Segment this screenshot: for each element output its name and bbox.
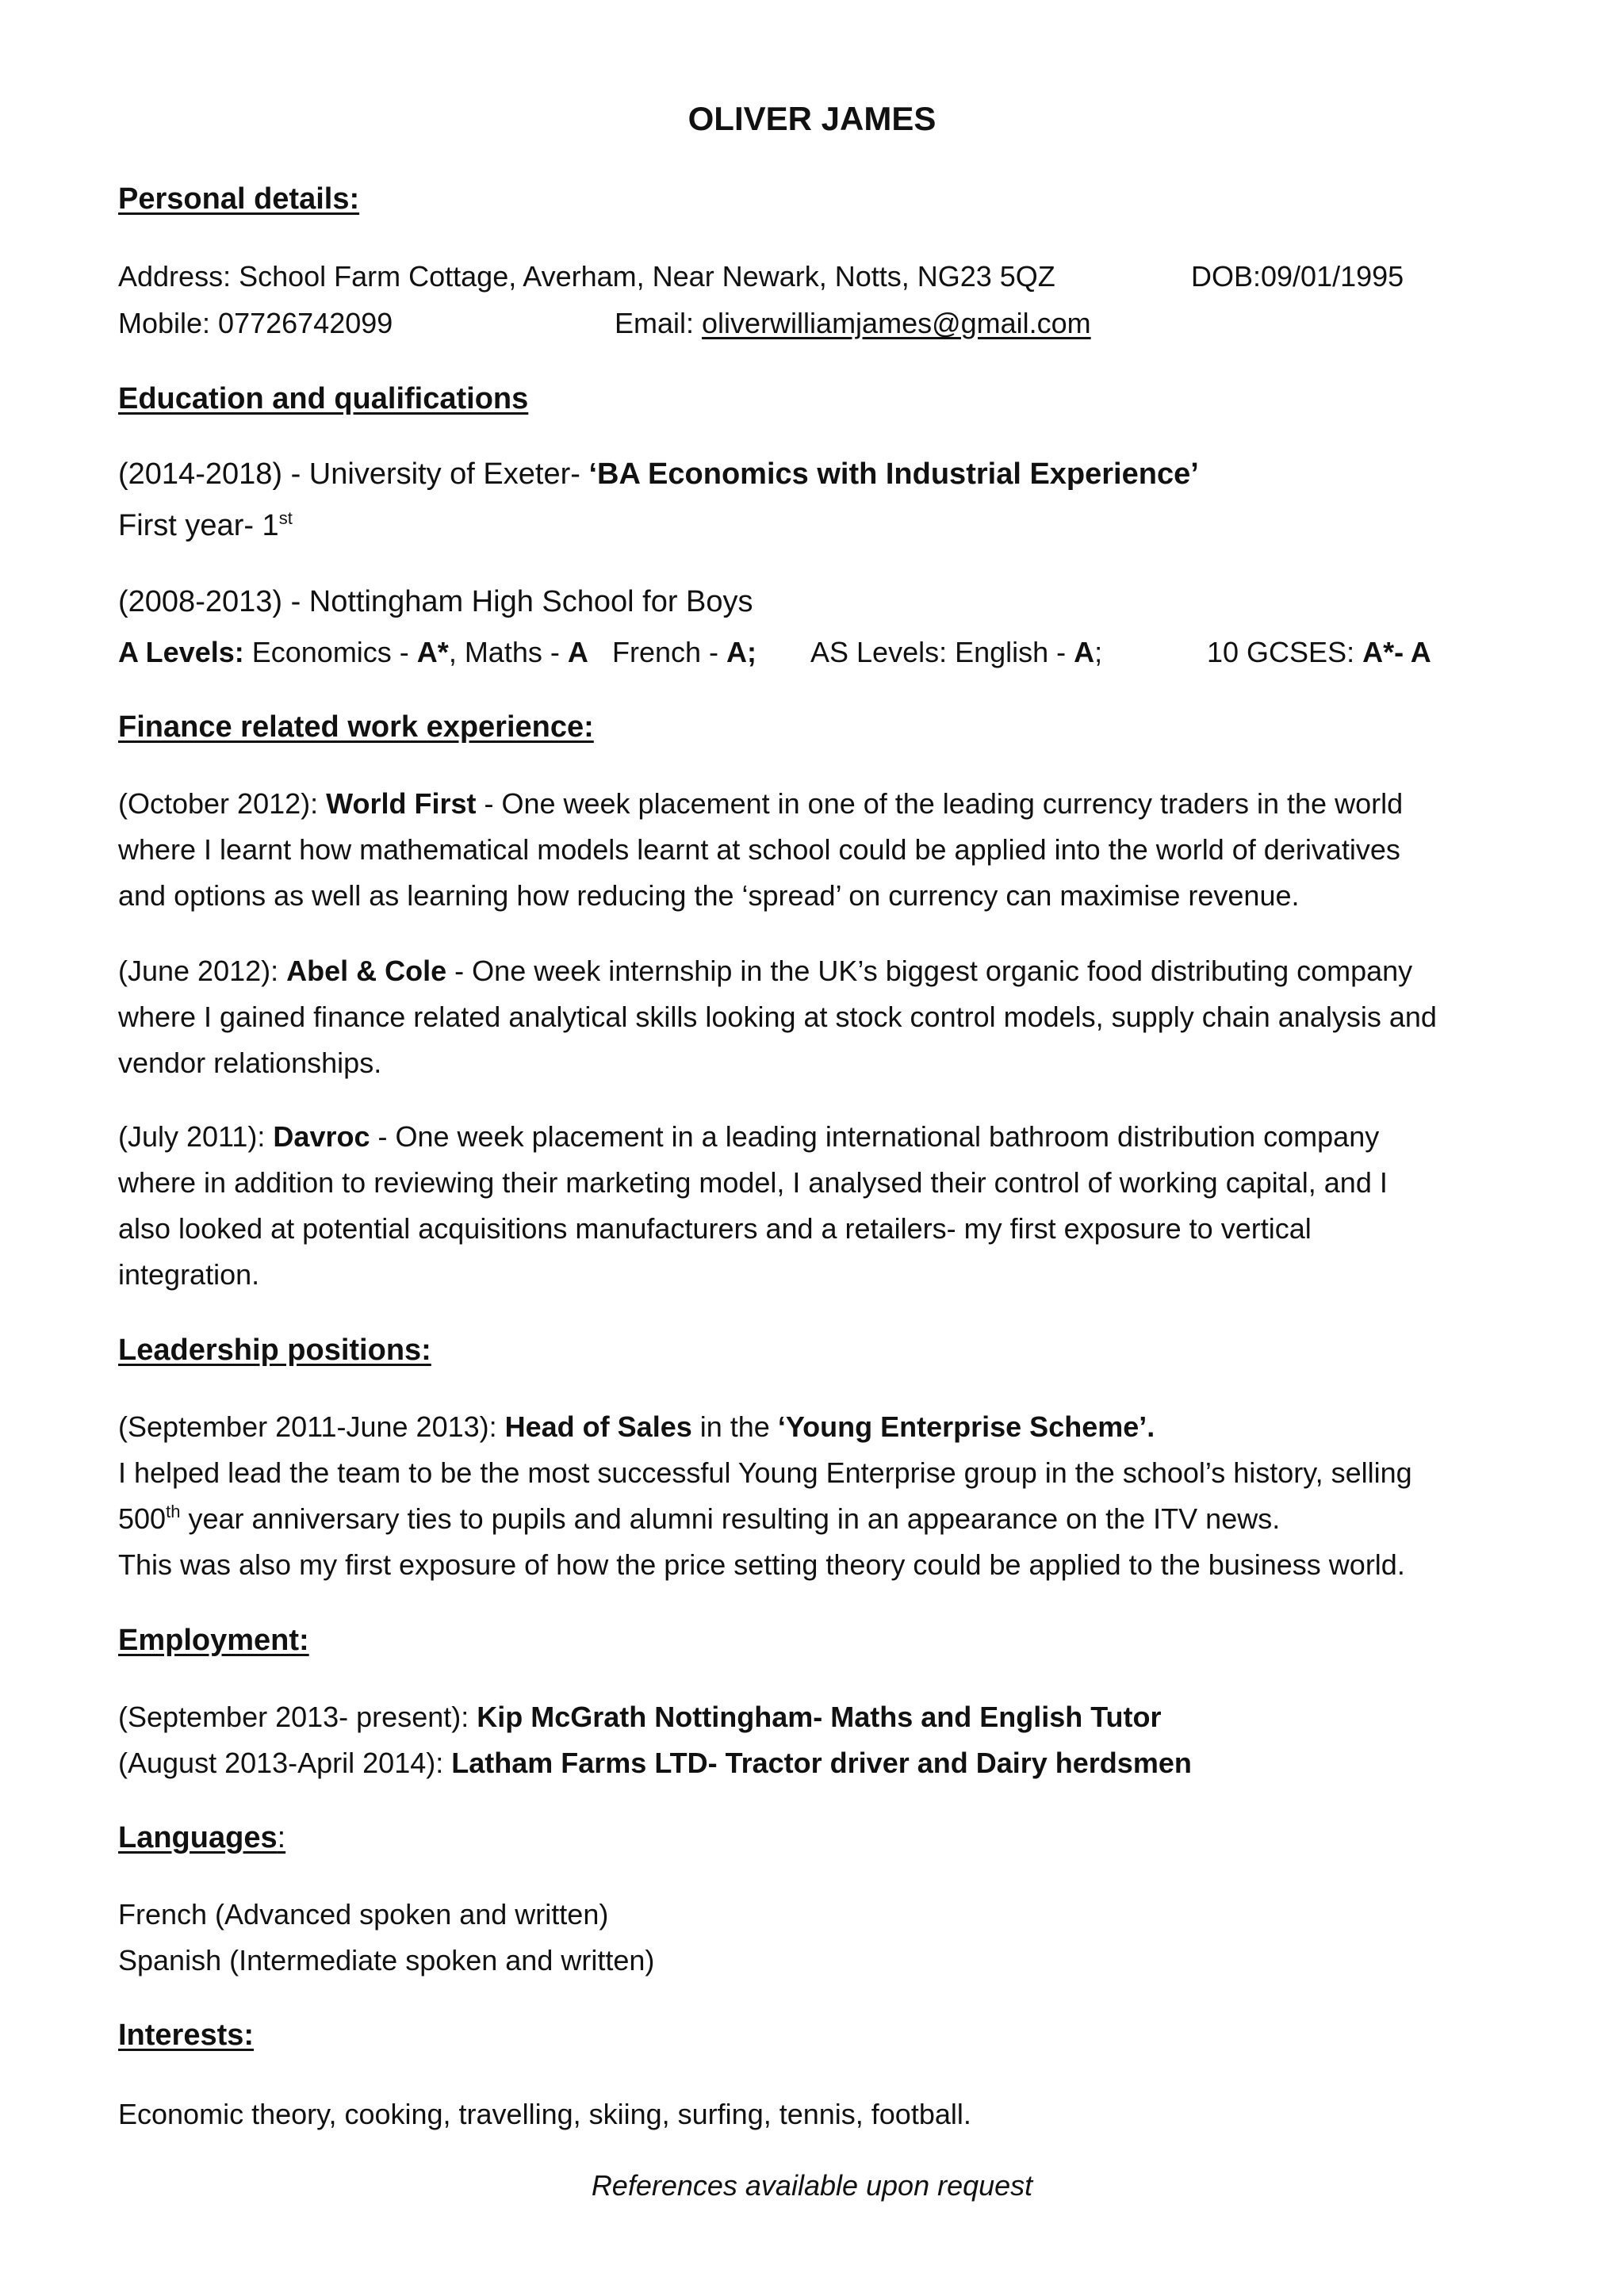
finance-item-2 xyxy=(118,948,1437,1086)
employment-item xyxy=(118,1694,1192,1740)
first-year-text: First year- 1 xyxy=(118,509,279,542)
economics-grade: A* xyxy=(416,636,449,668)
finance-item-text: where I learnt how mathematical models learnt at school could be applied into the world of derivatives xyxy=(118,833,1400,866)
gcses-label: 10 GCSES: xyxy=(1207,636,1363,668)
employment-role: Kip McGrath Nottingham- Maths and English Tutor xyxy=(477,1701,1162,1733)
finance-item-text: where in addition to reviewing their marketing model, I analysed their control of working capital, and I xyxy=(118,1166,1388,1199)
leadership-in-the: in the xyxy=(691,1410,778,1443)
as-grade: A xyxy=(1074,636,1095,668)
employment-heading: Employment: xyxy=(118,1624,309,1657)
finance-item-org: Davroc xyxy=(273,1120,370,1153)
email-row xyxy=(615,307,1091,340)
leadership-heading: Leadership positions: xyxy=(118,1334,431,1367)
employment-role: Latham Farms LTD- Tractor driver and Dairy herdsmen xyxy=(451,1747,1192,1779)
finance-item-text: vendor relationships. xyxy=(118,1047,382,1079)
finance-item-text: - One week placement in one of the leading currency traders in the world xyxy=(476,787,1404,820)
finance-item-date: (June 2012): xyxy=(118,955,287,987)
leadership-role: Head of Sales xyxy=(504,1410,692,1443)
leadership-number: 500 xyxy=(118,1502,167,1535)
gcses-grade: A*- A xyxy=(1362,636,1431,668)
french-label: French - xyxy=(612,636,727,668)
interests-heading: Interests: xyxy=(118,2019,255,2052)
alevels-maths: , Maths - xyxy=(448,636,568,668)
address: Address: School Farm Cottage, Averham, Near Newark, Notts, NG23 5QZ xyxy=(118,260,1055,293)
finance-item-text: - One week placement in a leading international bathroom distribution company xyxy=(370,1120,1380,1153)
leadership-scheme: ‘Young Enterprise Scheme’. xyxy=(777,1410,1155,1443)
employment-date: (September 2013- present): xyxy=(118,1701,477,1733)
finance-item-date: (July 2011): xyxy=(118,1120,274,1153)
leadership-date: (September 2011-June 2013): xyxy=(118,1410,505,1443)
first-year-sup: st xyxy=(278,508,293,528)
finance-item-text: integration. xyxy=(118,1258,260,1291)
as-semicolon: ; xyxy=(1094,636,1103,668)
finance-heading: Finance related work experience: xyxy=(118,710,594,744)
finance-item-text: where I gained finance related analytical skills looking at stock control models, supply chain analysis and xyxy=(118,1001,1437,1033)
finance-item-text: and options as well as learning how reducing the ‘spread’ on currency can maximise revenue. xyxy=(118,879,1300,912)
alevels-french xyxy=(612,636,756,669)
alevels-line xyxy=(118,636,588,669)
leadership-block xyxy=(118,1404,1412,1588)
gcses xyxy=(1207,636,1431,669)
leadership-text: This was also my first exposure of how the price setting theory could be applied to the business world. xyxy=(118,1548,1405,1581)
interests-text: Economic theory, cooking, travelling, skiing, surfing, tennis, football. xyxy=(118,2098,971,2130)
finance-item-1 xyxy=(118,781,1403,919)
language-item: French (Advanced spoken and written) xyxy=(118,1898,609,1931)
university-line xyxy=(118,457,1199,492)
leadership-text: year anniversary ties to pupils and alumni resulting in an appearance on the ITV news. xyxy=(180,1502,1281,1535)
alevels-economics: Economics - xyxy=(243,636,417,668)
language-item: Spanish (Intermediate spoken and written) xyxy=(118,1944,655,1976)
employment-list xyxy=(118,1694,1192,1786)
email-link[interactable]: oliverwilliamjames@gmail.com xyxy=(702,307,1091,339)
cv-name: OLIVER JAMES xyxy=(688,100,936,137)
education-heading: Education and qualifications xyxy=(118,382,529,415)
employment-date: (August 2013-April 2014): xyxy=(118,1747,452,1779)
university-degree: ‘BA Economics with Industrial Experience’ xyxy=(588,457,1199,491)
languages-heading-text: Languages xyxy=(118,1821,278,1854)
finance-item-3 xyxy=(118,1114,1388,1298)
personal-details-heading: Personal details: xyxy=(118,182,360,216)
leadership-sup: th xyxy=(166,1502,181,1521)
french-grade: A; xyxy=(726,636,757,668)
alevels-label: A Levels: xyxy=(118,636,244,668)
finance-item-text: - One week internship in the UK’s biggest organic food distributing company xyxy=(446,955,1413,987)
languages-colon: : xyxy=(277,1821,286,1854)
maths-grade: A xyxy=(567,636,588,668)
as-levels xyxy=(810,636,1102,669)
finance-item-org: Abel & Cole xyxy=(286,955,447,987)
leadership-text: I helped lead the team to be the most successful Young Enterprise group in the school’s history, selling xyxy=(118,1456,1412,1489)
mobile: Mobile: 07726742099 xyxy=(118,307,393,339)
references-note: References available upon request xyxy=(591,2169,1033,2202)
finance-item-date: (October 2012): xyxy=(118,787,327,820)
as-levels-label: AS Levels: English - xyxy=(810,636,1074,668)
employment-item xyxy=(118,1740,1192,1786)
email-label: Email: xyxy=(615,307,703,339)
languages-heading xyxy=(118,1821,285,1855)
school-line: (2008-2013) - Nottingham High School for Boys xyxy=(118,585,753,618)
first-year-line xyxy=(118,509,293,543)
dob: DOB:09/01/1995 xyxy=(1191,260,1404,293)
university-dates: (2014-2018) - University of Exeter- xyxy=(118,457,589,491)
finance-item-org: World First xyxy=(326,787,477,820)
finance-item-text: also looked at potential acquisitions manufacturers and a retailers- my first exposure to vertical xyxy=(118,1212,1312,1245)
languages-list xyxy=(118,1892,654,1984)
